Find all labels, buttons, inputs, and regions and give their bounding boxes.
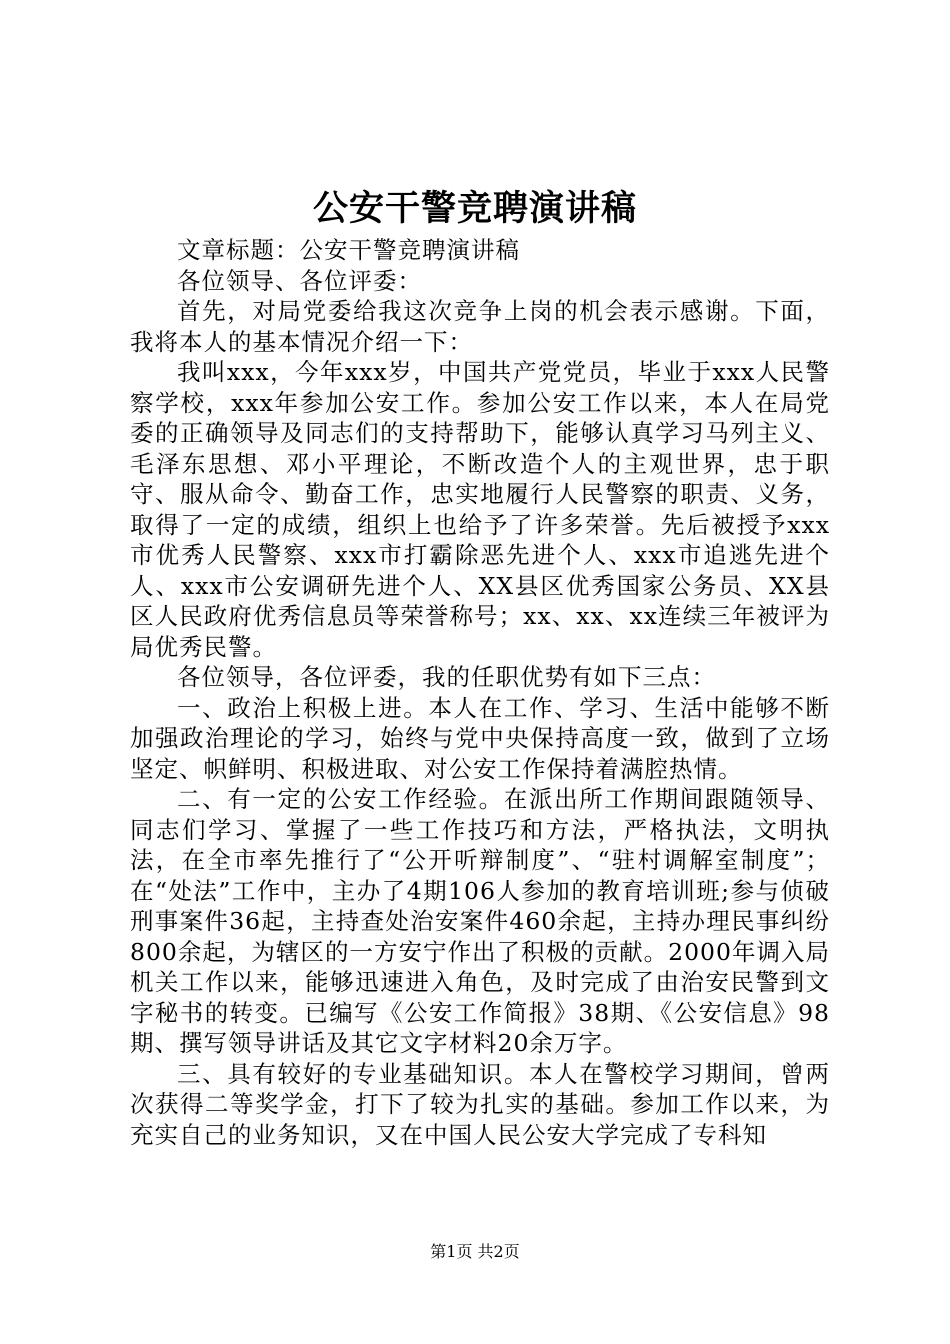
- paragraph-background: 我叫xxx，今年xxx岁，中国共产党党员，毕业于xxx人民警察学校，xxx年参加公安工作。参加公安工作以来，本人在局党委的正确领导及同志们的支持帮助下，能够认真学习马列主义、毛泽东思想、邓小平理论，不断改造个人的主观世界，忠于职守、服从命令、勤奋工作，忠实地履行人民警察的职责、义务，取得了一定的成绩，组织上也给予了许多荣誉。先后被授予xxx市优秀人民警察、xxx市打霸除恶先进个人、xxx市追逃先进个人、xxx市公安调研先进个人、XX县区优秀国家公务员、XX县区人民政府优秀信息员等荣誉称号；xx、xx、xx连续三年被评为局优秀民警。: [130, 358, 830, 661]
- paragraph-advantage-one: 一、政治上积极上进。本人在工作、学习、生活中能够不断加强政治理论的学习，始终与党中央保持高度一致，做到了立场坚定、帜鲜明、积极进取、对公安工作保持着满腔热情。: [130, 693, 830, 783]
- page-number-footer: 第1页 共2页: [430, 1242, 520, 1261]
- paragraph-advantages-intro: 各位领导，各位评委，我的任职优势有如下三点：: [177, 663, 716, 691]
- document-title: 公安干警竞聘演讲稿: [312, 188, 637, 229]
- paragraph-advantage-three: 三、具有较好的专业基础知识。本人在警校学习期间，曾两次获得二等奖学金，打下了较为扎实的基础。参加工作以来，为充实自己的业务知识，又在中国人民公安大学完成了专科知: [130, 1059, 830, 1149]
- paragraph-salutation: 各位领导、各位评委：: [177, 266, 422, 295]
- paragraph-opening: 首先，对局党委给我这次竞争上岗的机会表示感谢。下面，我将本人的基本情况介绍一下：: [130, 297, 830, 356]
- document-body: [130, 235, 830, 1150]
- paragraph-advantage-two: 二、有一定的公安工作经验。在派出所工作期间跟随领导、同志们学习、掌握了一些工作技巧和方法，严格执法，文明执法，在全市率先推行了“公开听辩制度”、“驻村调解室制度”；在“处法”工作中，主办了4期106人参加的教育培训班;参与侦破刑事案件36起，主持查处治安案件460余起，主持办理民事纠纷800余起，为辖区的一方安宁作出了积极的贡献。2000年调入局机关工作以来，能够迅速进入角色，及时完成了由治安民警到文字秘书的转变。已编写《公安工作简报》38期、《公安信息》98期、撰写领导讲话及其它文字材料20余万字。: [130, 785, 830, 1057]
- paragraph-article-title: 文章标题：公安干警竞聘演讲稿: [177, 236, 520, 264]
